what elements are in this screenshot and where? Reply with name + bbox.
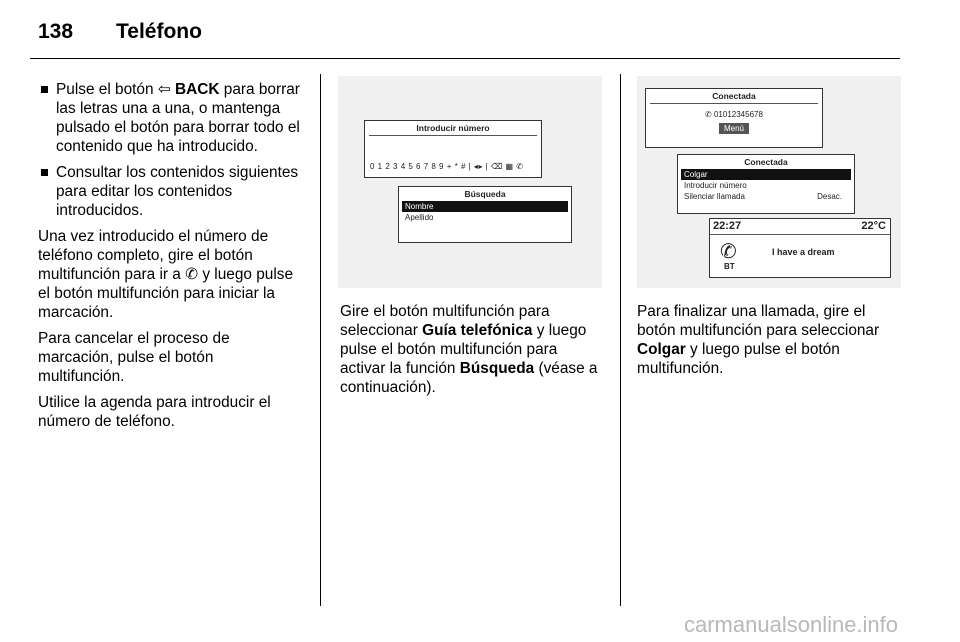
column-1 — [38, 80, 304, 438]
column-2-text: Gire el botón multifunción para seleccionar Guía telefónica y luego pulse el botón multifunción para activar la función Búsqueda (véase a continuación). — [340, 303, 598, 396]
menu-item-introducir[interactable]: Introducir número — [684, 181, 747, 190]
watermark: carmanualsonline.info — [684, 612, 899, 637]
page-title: Teléfono — [116, 20, 202, 43]
screen-busqueda: Búsqueda Nombre Apellido — [398, 186, 572, 243]
figure-number-entry — [338, 76, 602, 288]
paragraph-cancel: Para cancelar el proceso de marcación, pulse el botón multifunción. — [38, 330, 230, 385]
menu-button[interactable]: Menú — [719, 123, 749, 134]
bullet-square-icon — [41, 169, 48, 176]
menu-item-silenciar[interactable]: Silenciar llamada Desac. — [684, 192, 842, 201]
column-divider-1 — [320, 74, 321, 606]
paragraph-phonebook: Utilice la agenda para introducir el número de teléfono. — [38, 394, 271, 430]
screen-conectada-1: Conectada ✆ 01012345678 Menú — [645, 88, 823, 148]
bt-label: BT — [724, 262, 735, 271]
digit-row: 0 1 2 3 4 5 6 7 8 9 + * # | ◂▸ | ⌫ ▦ ✆ — [370, 162, 524, 171]
selected-item: Nombre — [402, 201, 568, 212]
phone-out-icon: ✆ — [705, 110, 714, 119]
column-3-text: Para finalizar una llamada, gire el botón multifunción para seleccionar Colgar y luego pulse el botón multifunción. — [637, 303, 880, 377]
bullet-back: Pulse el botón ⇦ BACK para borrar las letras una a una, o mantenga pulsado el botón para borrar todo el contenido que ha introducido. — [38, 80, 304, 156]
column-divider-2 — [620, 74, 621, 606]
back-arrow-icon: ⇦ — [157, 81, 171, 98]
header-rule — [30, 58, 900, 59]
figure-call-screens — [637, 76, 901, 288]
phone-number: 01012345678 — [713, 110, 763, 119]
selected-item-colgar[interactable]: Colgar — [681, 169, 851, 180]
song-title: I have a dream — [772, 247, 835, 257]
clock: 22:27 — [713, 220, 742, 232]
phone-icon: ✆ — [185, 266, 199, 283]
temperature: 22°C — [861, 220, 886, 232]
screen-introducir-numero: Introducir número 0 1 2 3 4 5 6 7 8 9 + * # | ◂▸ | ⌫ ▦ ✆ — [364, 120, 542, 178]
page-header — [38, 20, 202, 44]
bullet-square-icon — [41, 86, 48, 93]
handset-icon: ✆ — [720, 241, 737, 263]
screen-audio-status — [709, 218, 891, 278]
bullet-consult: Consultar los contenidos siguientes para editar los contenidos introducidos. — [38, 163, 304, 220]
paragraph-dial: Una vez introducido el número de teléfono completo, gire el botón multifunción para ir a ✆ y luego pulse el botón multifunción para iniciar la marcación. — [38, 228, 294, 321]
page-number: 138 — [38, 20, 74, 43]
screen-conectada-2: Conectada Colgar Introducir número Silenciar llamada Desac. — [677, 154, 855, 214]
list-item: Apellido — [405, 213, 434, 222]
